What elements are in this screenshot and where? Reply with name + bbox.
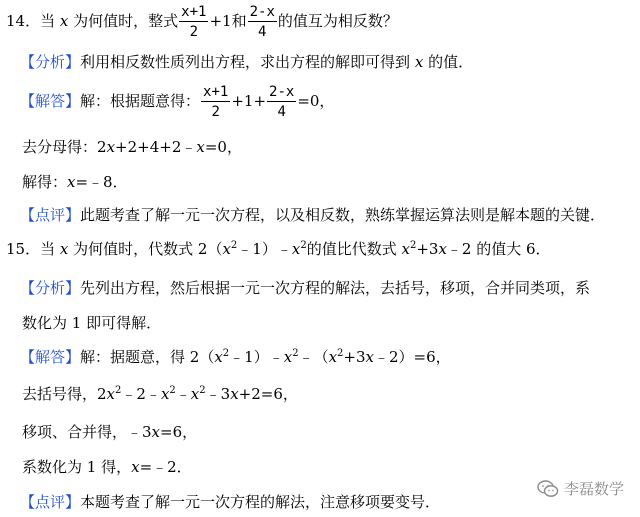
numerator: x+1 (203, 84, 229, 100)
comment-text: 本题考查了解一元一次方程的解法，注意移项要变号． (80, 493, 441, 511)
comment-tag: 【点评】 (20, 493, 81, 511)
step-label: 移项、合并得，﹣3 (22, 423, 152, 441)
variable: x (283, 348, 293, 366)
exponent: 2 (337, 348, 344, 359)
answer-text: ﹣（ (298, 348, 329, 366)
step-label: 去分母得： (22, 138, 98, 156)
operator: +1 (209, 12, 232, 30)
question-text: +3 (416, 240, 439, 258)
question-number: 14． (6, 12, 41, 30)
variable: x (131, 458, 140, 476)
q15-step3 (22, 457, 192, 477)
q14-question (6, 0, 398, 42)
variable: x (328, 348, 338, 366)
question-text: 当 (40, 240, 56, 258)
variable: x (67, 173, 76, 191)
question-text: 为何值时，代数式 2（ (73, 240, 223, 258)
variable: x (151, 423, 161, 441)
answer-text: =0， (297, 92, 335, 110)
variable: x (196, 138, 205, 156)
fraction (179, 5, 208, 39)
denominator: 2 (211, 104, 220, 120)
answer-text: 解：根据题意得： (80, 92, 201, 110)
step-label: 解得： (22, 173, 68, 191)
variable: x (214, 348, 223, 366)
exponent: 2 (115, 385, 122, 396)
watermark-text: 李磊数学 (563, 480, 624, 498)
question-number: 15． (6, 240, 41, 258)
answer-text: +3 (343, 348, 366, 366)
exponent: 2 (199, 385, 206, 396)
q14-step2 (22, 172, 128, 192)
numerator: x+1 (181, 4, 207, 20)
analysis-tag: 【分析】 (20, 53, 81, 71)
denominator: 4 (277, 104, 286, 120)
exponent: 2 (169, 385, 176, 396)
math-text: +2+4+2﹣ (115, 138, 197, 156)
variable: x (59, 12, 69, 30)
q15-answer (20, 347, 451, 367)
variable: x (414, 53, 424, 71)
math-text: =﹣2． (139, 458, 192, 476)
q15-step2 (22, 422, 197, 442)
question-text: 当 (40, 12, 56, 30)
fraction (248, 5, 277, 39)
variable: x (190, 385, 200, 403)
variable: x (106, 138, 116, 156)
wechat-icon (537, 480, 559, 498)
denominator: 4 (258, 24, 267, 40)
fraction (201, 85, 230, 119)
step-label: 系数化为 1 得， (22, 458, 132, 476)
math-text: ﹣ (175, 385, 191, 403)
analysis-text: 的值． (428, 53, 474, 71)
answer-text: ﹣1）﹣ (229, 348, 284, 366)
variable: x (230, 385, 239, 403)
q15-question (6, 239, 551, 259)
analysis-text: 先列出方程，然后根据一元一次方程的解法，去括号，移项，合并同类项，系 (80, 279, 591, 297)
answer-text: 解：据题意，得 2（ (80, 348, 215, 366)
answer-text: ﹣2）=6， (374, 348, 451, 366)
numerator: 2-x (249, 4, 275, 20)
math-text: =6， (160, 423, 198, 441)
exponent: 2 (409, 240, 417, 251)
math-text: 2 (97, 138, 107, 156)
numerator: 2-x (269, 84, 295, 100)
math-text: ﹣2﹣ (121, 385, 161, 403)
math-text: ﹣3 (205, 385, 231, 403)
q14-analysis (20, 52, 473, 72)
exponent: 2 (292, 348, 299, 359)
q14-step1 (22, 137, 242, 157)
denominator: 2 (189, 24, 199, 40)
exponent: 2 (230, 240, 238, 251)
operator: +1+ (231, 92, 267, 110)
comment-text: 此题考查了解一元一次方程，以及相反数，熟练掌握运算法则是解本题的关键． (80, 206, 606, 224)
step-label: 去括号得，2 (22, 385, 107, 403)
variable: x (222, 240, 231, 258)
question-text: 的值互为相反数？ (277, 12, 398, 30)
variable: x (106, 385, 116, 403)
q14-comment (20, 205, 605, 225)
q15-step1 (22, 384, 298, 404)
watermark (537, 478, 624, 499)
variable: x (59, 240, 69, 258)
answer-tag: 【解答】 (20, 92, 81, 110)
variable: x (401, 240, 410, 258)
fraction (267, 85, 296, 119)
q14-answer (20, 80, 334, 122)
variable: x (291, 240, 301, 258)
exponent: 2 (300, 240, 307, 251)
q15-analysis-cont (22, 313, 161, 333)
analysis-text: 利用相反数性质列出方程，求出方程的解即可得到 (80, 53, 411, 71)
variable: x (160, 385, 170, 403)
exponent: 2 (222, 348, 230, 359)
q15-comment (20, 492, 440, 512)
math-text: +2=6， (238, 385, 298, 403)
comment-tag: 【点评】 (20, 206, 81, 224)
math-text: =0， (204, 138, 242, 156)
analysis-tag: 【分析】 (20, 279, 81, 297)
variable: x (438, 240, 447, 258)
variable: x (365, 348, 375, 366)
answer-tag: 【解答】 (20, 348, 81, 366)
question-text: 和 (231, 12, 247, 30)
question-text: ﹣1）﹣ (237, 240, 292, 258)
question-text: ﹣2 的值大 6． (446, 240, 551, 258)
question-text: 的值比代数式 (306, 240, 397, 258)
analysis-text: 数化为 1 即可得解． (22, 314, 162, 332)
math-text: =﹣8． (75, 173, 128, 191)
question-text: 为何值时，整式 (73, 12, 179, 30)
q15-analysis (20, 278, 590, 298)
